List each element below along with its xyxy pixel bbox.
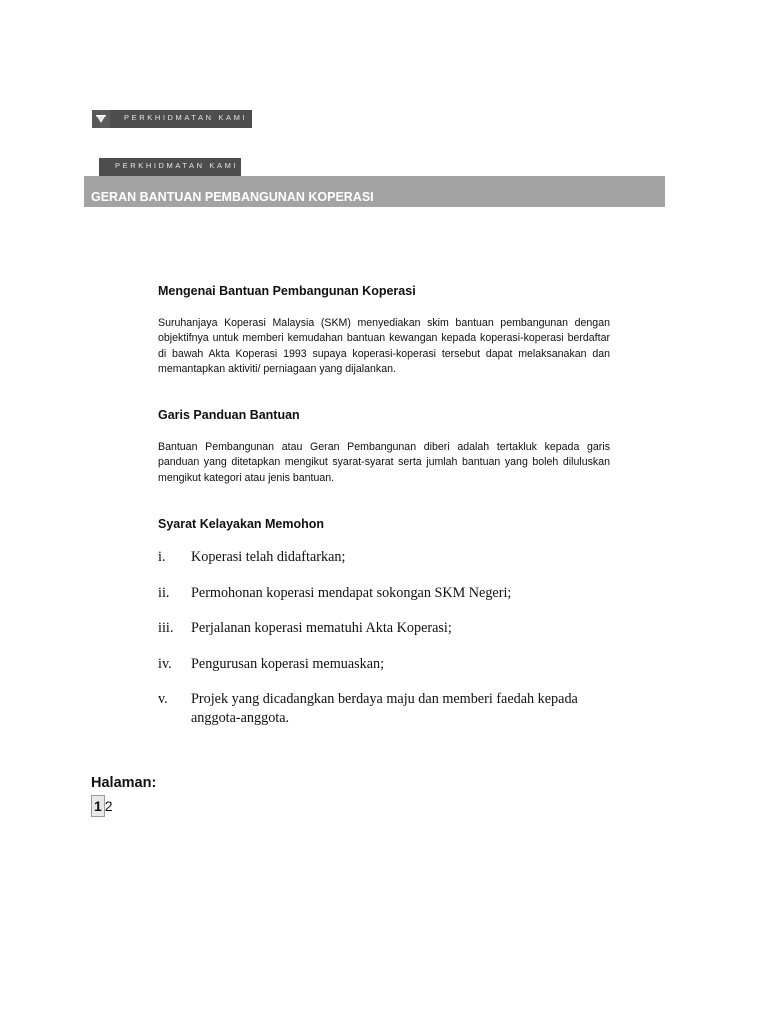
pagination-label: Halaman: bbox=[91, 775, 157, 791]
pagination bbox=[91, 795, 113, 817]
page-title-bar bbox=[84, 176, 665, 207]
list-item-number: iii. bbox=[158, 620, 174, 636]
list-item bbox=[158, 548, 618, 567]
list-item-number: iv. bbox=[158, 655, 172, 672]
page-link-2[interactable]: 2 bbox=[104, 798, 113, 814]
list-item-number: ii. bbox=[158, 584, 170, 601]
requirements-list bbox=[158, 548, 618, 745]
list-item-text: Permohonan koperasi mendapat sokongan SKM Negeri; bbox=[191, 584, 512, 601]
list-item bbox=[158, 655, 618, 674]
list-item bbox=[158, 584, 618, 603]
page-title: GERAN BANTUAN PEMBANGUNAN KOPERASI bbox=[91, 190, 374, 204]
section-heading-about: Mengenai Bantuan Pembangunan Koperasi bbox=[158, 284, 416, 298]
list-item-number: i. bbox=[158, 549, 166, 565]
list-item-text: Koperasi telah didaftarkan; bbox=[191, 549, 346, 565]
section-body-about: Suruhanjaya Koperasi Malaysia (SKM) menyediakan skim bantuan pembangunan dengan objektifnya untuk memberi kemudahan bantuan kewangan kepada koperasi-koperasi berdaftar di bawah Akta Koperasi 1993 supaya koperasi-koperasi tersebut dapat melaksanakan dan memantapkan aktiviti/ perniagaan yang dijalankan. bbox=[158, 317, 610, 376]
section-tab bbox=[99, 158, 241, 176]
nav-tab-perkhidmatan[interactable] bbox=[92, 110, 252, 128]
nav-tab-label: PERKHIDMATAN KAMI bbox=[124, 113, 248, 122]
section-tab-label: PERKHIDMATAN KAMI bbox=[115, 161, 239, 170]
section-heading-eligibility: Syarat Kelayakan Memohon bbox=[158, 517, 325, 531]
list-item bbox=[158, 690, 618, 728]
page-current: 1 bbox=[91, 795, 105, 817]
list-item-text: Pengurusan koperasi memuaskan; bbox=[191, 655, 385, 672]
list-item-text: Perjalanan koperasi mematuhi Akta Koperasi; bbox=[191, 620, 452, 636]
section-body-guidelines: Bantuan Pembangunan atau Geran Pembangunan diberi adalah tertakluk kepada garis panduan yang ditetapkan mengikut syarat-syarat serta jumlah bantuan yang boleh diluluskan mengikut kategori atau jenis bantuan. bbox=[158, 441, 610, 484]
triangle-down-icon bbox=[92, 110, 110, 128]
list-item-text: Projek yang dicadangkan berdaya maju dan memberi faedah kepada anggota-anggota. bbox=[191, 691, 578, 726]
section-heading-guidelines: Garis Panduan Bantuan bbox=[158, 408, 300, 422]
list-item bbox=[158, 619, 618, 638]
list-item-number: v. bbox=[158, 691, 168, 707]
